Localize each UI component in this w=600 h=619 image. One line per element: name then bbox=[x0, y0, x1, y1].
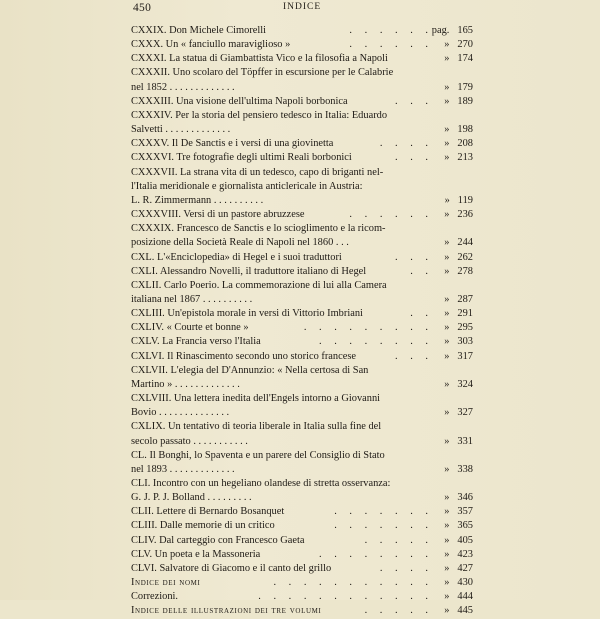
toc-entry-title-line: L. R. Zimmermann . . . . . . . . . . bbox=[131, 194, 264, 206]
toc-entry-title-line: CLII. Lettere di Bernardo Bosanquet bbox=[131, 506, 285, 518]
toc-entry-title-line: CXL. L'«Enciclopedia» di Hegel e i suoi traduttori bbox=[131, 251, 342, 263]
dot-leader: . . . . . . . . . . . bbox=[273, 577, 433, 589]
page-prefix: » bbox=[444, 506, 450, 518]
page-number-ref: 236 bbox=[457, 209, 473, 221]
toc-entry-title-line: CXLIX. Un tentativo di teoria liberale in Italia sulla fine del bbox=[131, 421, 382, 433]
toc-entry-title-line: CXXXIX. Francesco de Sanctis e lo scioglimento e la ricom- bbox=[131, 223, 386, 235]
toc-entry bbox=[131, 279, 473, 307]
toc-page-ref bbox=[444, 519, 473, 533]
dot-leader: . . . . . . . . . bbox=[303, 322, 433, 334]
toc-page-ref bbox=[444, 208, 473, 222]
toc-page-ref bbox=[444, 123, 473, 137]
toc-page-ref bbox=[444, 463, 473, 477]
page-number: 450 bbox=[133, 2, 152, 14]
page-prefix: » bbox=[444, 336, 450, 348]
toc-entry-title-line: Indice delle illustrazioni dei tre volumi bbox=[131, 605, 322, 617]
dot-leader: . . bbox=[410, 308, 433, 320]
toc-entry bbox=[131, 38, 473, 52]
page-prefix: » bbox=[444, 39, 450, 51]
toc-page-ref bbox=[444, 378, 473, 392]
page-prefix: pag. bbox=[431, 25, 450, 36]
page-prefix: » bbox=[444, 435, 450, 447]
toc-page-ref bbox=[445, 194, 473, 208]
page-number-ref: 189 bbox=[457, 95, 473, 107]
page-number-ref: 445 bbox=[457, 605, 473, 617]
toc-entry bbox=[131, 251, 473, 265]
page-number-ref: 346 bbox=[457, 492, 473, 504]
page-number-ref: 295 bbox=[457, 322, 473, 334]
toc-entry-title-line: CXXXII. Uno scolaro del Töpffer in escursione per le Calabrie bbox=[131, 67, 394, 79]
toc-page-ref bbox=[432, 24, 473, 38]
running-title: INDICE bbox=[283, 2, 322, 12]
toc-entry-title-line: CXXIX. Don Michele Cimorelli bbox=[131, 25, 267, 36]
page-prefix: » bbox=[444, 209, 450, 221]
toc-entry-title-line: CXXXIII. Una visione dell'ultima Napoli borbonica bbox=[131, 95, 348, 107]
page-prefix: » bbox=[444, 577, 450, 589]
page-prefix: » bbox=[444, 265, 450, 277]
page-number-ref: 430 bbox=[457, 577, 473, 589]
page-number-ref: 244 bbox=[457, 237, 473, 249]
page-prefix: » bbox=[444, 251, 450, 263]
page-number-ref: 423 bbox=[457, 548, 473, 560]
toc-entry-title-line: CLIII. Dalle memorie di un critico bbox=[131, 520, 275, 532]
toc-entry-title-line: CXXXI. La statua di Giambattista Vico e la filosofia a Napoli bbox=[131, 53, 388, 65]
toc-page-ref bbox=[444, 491, 473, 505]
toc-entry-title-line: CXXXVI. Tre fotografie degli ultimi Reali borbonici bbox=[131, 152, 352, 164]
toc-entry bbox=[131, 505, 473, 519]
page-prefix: » bbox=[444, 308, 450, 320]
page-prefix: » bbox=[444, 194, 450, 206]
dot-leader: . . . . . . . . . . . . bbox=[258, 591, 433, 603]
toc-entry-title-line: G. J. P. J. Bolland . . . . . . . . . bbox=[131, 492, 252, 504]
page-number-ref: 179 bbox=[457, 81, 473, 93]
page-number-ref: 278 bbox=[457, 265, 473, 277]
page-number-ref: 365 bbox=[457, 520, 473, 532]
page-number-ref: 338 bbox=[457, 463, 473, 475]
page-number-ref: 317 bbox=[457, 350, 473, 362]
toc-entry bbox=[131, 208, 473, 222]
toc-page-ref bbox=[444, 534, 473, 548]
toc-entry-title-line: CL. Il Bonghi, lo Spaventa e un parere del Consiglio di Stato bbox=[131, 449, 385, 461]
toc-entry bbox=[131, 392, 473, 420]
toc-entry bbox=[131, 109, 473, 137]
toc-entry-title-line: CXXXV. Il De Sanctis e i versi di una giovinetta bbox=[131, 138, 334, 150]
toc-entry bbox=[131, 137, 473, 151]
toc-page-ref bbox=[444, 151, 473, 165]
toc-entry bbox=[131, 604, 473, 618]
page-prefix: » bbox=[444, 492, 450, 504]
page-number-ref: 270 bbox=[457, 39, 473, 51]
toc-entry-title-line: Indice dei nomi bbox=[131, 577, 201, 589]
page-number-ref: 208 bbox=[457, 138, 473, 150]
dot-leader: . . . . bbox=[379, 138, 433, 150]
toc-page-ref bbox=[444, 505, 473, 519]
toc-entry-title-line: CXLII. Carlo Poerio. La commemorazione di lui alla Camera bbox=[131, 279, 387, 291]
toc-entry bbox=[131, 265, 473, 279]
page-prefix: » bbox=[444, 124, 450, 136]
page-prefix: » bbox=[444, 534, 450, 546]
toc-page-ref bbox=[444, 406, 473, 420]
toc-page-ref bbox=[444, 95, 473, 109]
toc-page-ref bbox=[444, 52, 473, 66]
toc-entry bbox=[131, 534, 473, 548]
page-number-ref: 291 bbox=[457, 308, 473, 320]
page-prefix: » bbox=[444, 378, 450, 390]
dot-leader: . . . . . . . bbox=[334, 520, 433, 532]
toc-entry-title-line: secolo passato . . . . . . . . . . . bbox=[131, 435, 248, 447]
dot-leader: . . . . . . . . bbox=[319, 548, 433, 560]
toc-page-ref bbox=[444, 321, 473, 335]
page-number-ref: 324 bbox=[457, 378, 473, 390]
toc-entry-title-line: nel 1893 . . . . . . . . . . . . . bbox=[131, 463, 235, 475]
toc-entry-title-line: CLVI. Salvatore di Giacomo e il canto del grillo bbox=[131, 562, 332, 574]
page-number-ref: 303 bbox=[457, 336, 473, 348]
dot-leader: . . . bbox=[395, 152, 433, 164]
toc-entry-title-line: posizione della Società Reale di Napoli nel 1860 . . . bbox=[131, 237, 349, 249]
page-prefix: » bbox=[444, 81, 450, 93]
toc-entry bbox=[131, 420, 473, 448]
dot-leader: . . . . . bbox=[364, 534, 433, 546]
toc-entry bbox=[131, 335, 473, 349]
toc-entry bbox=[131, 222, 473, 250]
dot-leader: . . . bbox=[395, 95, 433, 107]
toc-entry bbox=[131, 548, 473, 562]
toc-entry-title-line: CXLI. Alessandro Novelli, il traduttore italiano di Hegel bbox=[131, 265, 367, 277]
toc-entry-title-line: CXXXVII. La strana vita di un tedesco, capo di briganti nel- bbox=[131, 166, 384, 178]
toc-page-ref bbox=[444, 350, 473, 364]
page-prefix: » bbox=[444, 293, 450, 305]
dot-leader: . . . . . . . . bbox=[319, 336, 433, 348]
page-number-ref: 327 bbox=[457, 407, 473, 419]
dot-leader: . . . . bbox=[379, 562, 433, 574]
page-number-ref: 405 bbox=[457, 534, 473, 546]
page-prefix: » bbox=[444, 591, 450, 603]
toc-entry-title-line: CLI. Incontro con un hegeliano olandese di stretta osservanza: bbox=[131, 478, 391, 489]
toc-page-ref bbox=[444, 251, 473, 265]
toc-entry bbox=[131, 590, 473, 604]
toc-entry-title-line: CXLV. La Francia verso l'Italia bbox=[131, 336, 261, 348]
page-number-ref: 287 bbox=[457, 293, 473, 305]
page-prefix: » bbox=[444, 322, 450, 334]
page-prefix: » bbox=[444, 350, 450, 362]
toc-page-ref bbox=[444, 81, 473, 95]
page-prefix: » bbox=[444, 95, 450, 107]
toc-entry bbox=[131, 576, 473, 590]
dot-leader: . . . . . . bbox=[349, 39, 433, 51]
toc-entry-title-line: CXLVIII. Una lettera inedita dell'Engels intorno a Giovanni bbox=[131, 393, 381, 405]
toc-entry bbox=[131, 52, 473, 66]
page-number-ref: 262 bbox=[457, 251, 473, 263]
toc-page-ref bbox=[444, 265, 473, 279]
toc-entry-title-line: CLIV. Dal carteggio con Francesco Gaeta bbox=[131, 534, 305, 546]
dot-leader: . . . . . . . bbox=[334, 506, 433, 518]
page-number-ref: 357 bbox=[457, 506, 473, 518]
dot-leader: . . . . . bbox=[364, 605, 433, 617]
toc-entry bbox=[131, 562, 473, 576]
toc-entry-title-line: CXLVII. L'elegia del D'Annunzio: « Nella certosa di San bbox=[131, 364, 369, 376]
dot-leader: . . . bbox=[395, 350, 433, 362]
dot-leader: . . . . . . bbox=[349, 209, 433, 221]
page-prefix: » bbox=[444, 548, 450, 560]
toc-entry-title-line: Salvetti . . . . . . . . . . . . . bbox=[131, 124, 231, 136]
page-prefix: » bbox=[444, 520, 450, 532]
toc-entry-title-line: CXLVI. Il Rinascimento secondo uno storico francese bbox=[131, 350, 356, 362]
toc-page-ref bbox=[444, 236, 473, 250]
page-number-ref: 198 bbox=[457, 124, 473, 136]
page-prefix: » bbox=[444, 237, 450, 249]
toc-entry-title-line: CXXXIV. Per la storia del pensiero tedesco in Italia: Eduardo bbox=[131, 109, 388, 121]
toc-entry bbox=[131, 95, 473, 109]
toc-entry-title-line: CLV. Un poeta e la Massoneria bbox=[131, 548, 261, 560]
page-prefix: » bbox=[444, 562, 450, 574]
toc-page-ref bbox=[444, 307, 473, 321]
toc-entry bbox=[131, 364, 473, 392]
toc-entry-title-line: CXXX. Un « fanciullo maraviglioso » bbox=[131, 39, 291, 51]
page-number-ref: 444 bbox=[457, 591, 473, 603]
toc-page-ref bbox=[444, 576, 473, 590]
toc-page-ref bbox=[444, 293, 473, 307]
toc-entry bbox=[131, 477, 473, 505]
dot-leader: . . . bbox=[395, 251, 433, 263]
page-number-ref: 213 bbox=[457, 152, 473, 164]
page-number-ref: 427 bbox=[457, 562, 473, 574]
toc-page-ref bbox=[444, 335, 473, 349]
toc-entry-title-line: Correzioni. bbox=[131, 591, 179, 603]
page-number-ref: 165 bbox=[457, 25, 473, 36]
toc-entry-title-line: CXLIII. Un'epistola morale in versi di Vittorio Imbriani bbox=[131, 308, 363, 320]
toc-entry bbox=[131, 66, 473, 94]
toc-page-ref bbox=[444, 435, 473, 449]
dot-leader: . . . . . . bbox=[349, 25, 433, 36]
toc-entry-title-line: CXLIV. « Courte et bonne » bbox=[131, 322, 249, 334]
toc-page-ref bbox=[444, 590, 473, 604]
page-prefix: » bbox=[444, 152, 450, 164]
toc-entry bbox=[131, 321, 473, 335]
page-number-ref: 174 bbox=[457, 53, 473, 65]
page-header bbox=[133, 2, 463, 18]
toc-entry bbox=[131, 166, 473, 208]
toc-entry bbox=[131, 449, 473, 477]
page-prefix: » bbox=[444, 53, 450, 65]
page-prefix: » bbox=[444, 463, 450, 475]
page-prefix: » bbox=[444, 407, 450, 419]
toc-entry bbox=[131, 24, 473, 38]
toc-page-ref bbox=[444, 38, 473, 52]
toc-entry bbox=[131, 307, 473, 321]
toc-page-ref bbox=[444, 562, 473, 576]
toc-entry bbox=[131, 151, 473, 165]
toc-entry bbox=[131, 519, 473, 533]
page-number-ref: 331 bbox=[457, 435, 473, 447]
page-prefix: » bbox=[444, 605, 450, 617]
toc-entry-title-line: Bovio . . . . . . . . . . . . . . bbox=[131, 407, 230, 419]
toc-entry-title-line: Martino » . . . . . . . . . . . . . bbox=[131, 378, 240, 390]
dot-leader: . . bbox=[410, 265, 433, 277]
page-prefix: » bbox=[444, 138, 450, 150]
toc-page-ref bbox=[444, 548, 473, 562]
page-number-ref: 119 bbox=[457, 194, 473, 206]
toc-page-ref bbox=[444, 137, 473, 151]
toc-entry-title-line: l'Italia meridionale e giornalista anticlericale in Austria: bbox=[131, 180, 363, 192]
toc-entry-title-line: nel 1852 . . . . . . . . . . . . . bbox=[131, 81, 235, 93]
toc-page-ref bbox=[444, 604, 473, 618]
toc-entry bbox=[131, 350, 473, 364]
table-of-contents bbox=[131, 24, 473, 619]
toc-entry-title-line: CXXXVIII. Versi di un pastore abruzzese bbox=[131, 209, 305, 221]
toc-entry-title-line: italiana nel 1867 . . . . . . . . . . bbox=[131, 293, 253, 305]
